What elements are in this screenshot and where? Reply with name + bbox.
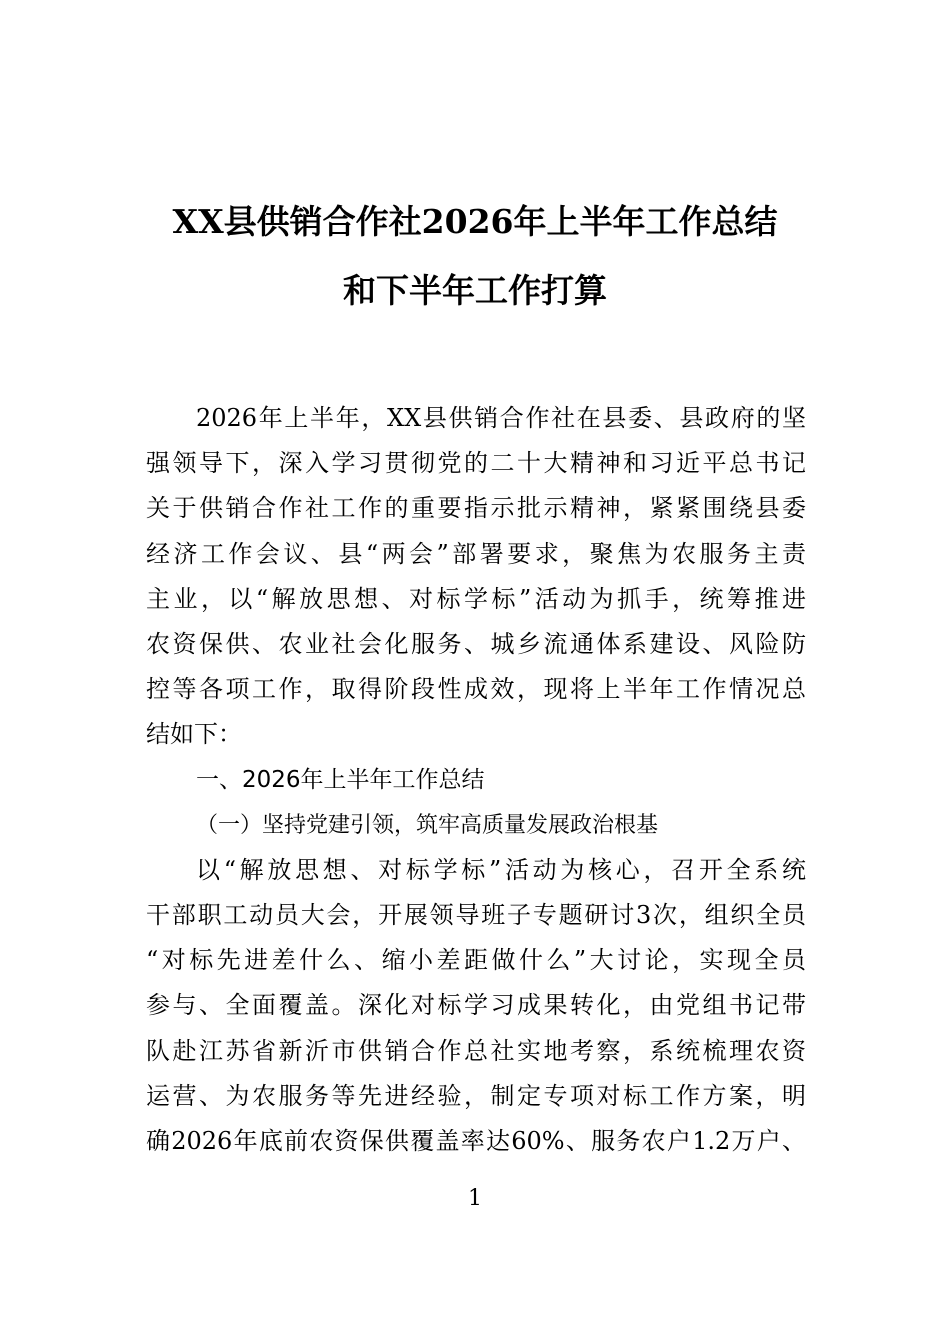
page-number: 1	[468, 1186, 482, 1211]
section-line: 以“解放思想、对标学标”活动为核心，召开全系统	[196, 855, 806, 884]
intro-line: 经济工作会议、县“两会”部署要求，聚焦为农服务主责	[146, 539, 806, 568]
intro-line: 主业，以“解放思想、对标学标”活动为抓手，统筹推进	[146, 584, 806, 613]
intro-line: 农资保供、农业社会化服务、城乡流通体系建设、风险防	[146, 629, 806, 658]
document-title-line-2: 和下半年工作打算	[343, 271, 607, 310]
document-title-line-1: XX县供销合作社2026年上半年工作总结	[172, 202, 778, 241]
intro-line: 控等各项工作，取得阶段性成效，现将上半年工作情况总	[146, 675, 806, 704]
intro-line: 关于供销合作社工作的重要指示批示精神，紧紧围绕县委	[146, 494, 806, 523]
section-line: 队赴江苏省新沂市供销合作总社实地考察，系统梳理农资	[146, 1036, 806, 1065]
intro-line: 2026年上半年，XX县供销合作社在县委、县政府的坚	[196, 404, 806, 432]
intro-line: 结如下：	[146, 720, 242, 749]
section-line: 干部职工动员大会，开展领导班子专题研讨3次，组织全员	[146, 901, 806, 930]
section-line: 参与、全面覆盖。深化对标学习成果转化，由党组书记带	[146, 991, 806, 1020]
section-line: 确2026年底前农资保供覆盖率达60%、服务农户1.2万户、	[146, 1127, 806, 1155]
section-heading-level-1: 一、2026年上半年工作总结	[196, 766, 485, 793]
section-line: “对标先进差什么、缩小差距做什么”大讨论，实现全员	[146, 946, 806, 975]
document-body	[146, 396, 806, 1164]
section-heading-level-2: （一）坚持党建引领，筑牢高质量发展政治根基	[196, 812, 659, 838]
intro-line: 强领导下，深入学习贯彻党的二十大精神和习近平总书记	[146, 449, 806, 478]
section-line: 运营、为农服务等先进经验，制定专项对标工作方案，明	[146, 1081, 806, 1110]
